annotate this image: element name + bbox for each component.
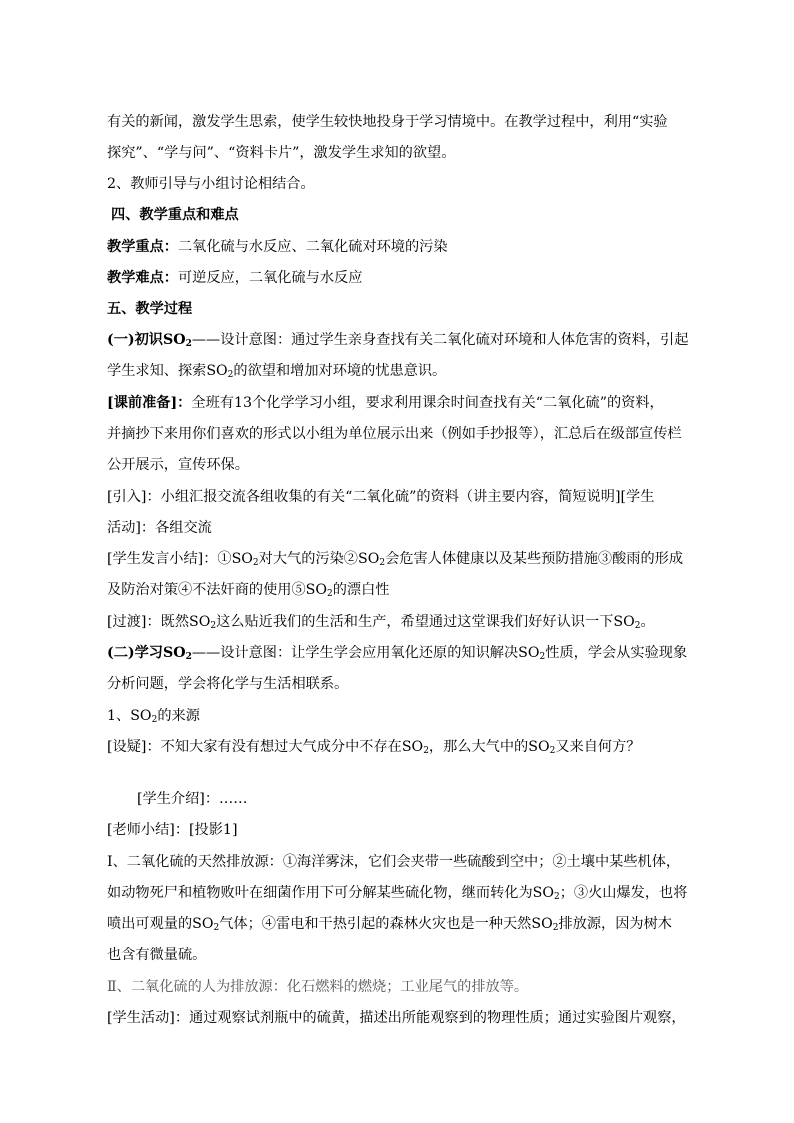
subscript: 2 [227, 370, 234, 380]
paragraph-line [107, 914, 672, 934]
paragraph-line [107, 706, 200, 726]
paragraph-line [107, 852, 680, 872]
paragraph-line [107, 487, 654, 507]
text: [过渡]：既然SO [107, 614, 211, 630]
text: 气体；④雷电和干热引起的森林火灾也是一种天然SO [219, 916, 553, 932]
text: [老师小结]：[投影1] [107, 822, 238, 838]
subscript: 2 [213, 923, 220, 933]
label: [课前准备]： [107, 395, 192, 411]
subscript: 2 [210, 621, 217, 631]
text: I、二氧化硫的天然排放源：①海洋雾沫，它们会夹带一些硫酸到空中；②土壤中某些机体， [107, 854, 681, 870]
paragraph-line [107, 455, 249, 475]
paragraph-line [107, 237, 448, 257]
subscript: 2 [553, 892, 560, 902]
text: [学生活动]：通过观察试剂瓶中的硫黄，描述出所能观察到的物理性质；通过实验图片观察， [107, 1010, 686, 1026]
section-heading [111, 205, 239, 225]
subscript: 2 [252, 558, 259, 568]
subscript: 2 [326, 589, 333, 599]
paragraph-line [107, 361, 446, 381]
text: 分析问题，学会将化学与生活相联系。 [107, 676, 349, 692]
text: 这么贴近我们的生活和生产，希望通过这堂课我们好好认识一下SO [216, 614, 635, 630]
subscript: 2 [185, 652, 192, 662]
paragraph-line [107, 945, 206, 965]
heading-text: 四、教学重点和难点 [111, 207, 239, 223]
subscript: 2 [539, 652, 546, 662]
paragraph-line [107, 612, 655, 632]
paragraph-line [107, 143, 455, 163]
paragraph-line [107, 737, 640, 757]
text: 如动物死尸和植物败叶在细菌作用下可分解某些硫化物，继而转化为SO [107, 885, 554, 901]
text: 喷出可观量的SO [107, 916, 214, 932]
text: [学生发言小结]：①SO [107, 551, 253, 567]
text: 二氧化硫与水反应、二氧化硫对环境的污染 [177, 239, 448, 255]
section-heading [107, 299, 192, 319]
subscript: 2 [423, 746, 429, 756]
paragraph-line [107, 820, 237, 840]
text: 公开展示，宣传环保。 [107, 457, 249, 473]
text: 的欲望和增加对环境的忧患意识。 [233, 363, 447, 379]
paragraph-line [107, 549, 683, 569]
label: (一)初识SO [107, 332, 186, 348]
paragraph-line [107, 643, 687, 663]
paragraph-line [107, 424, 682, 444]
text: 2、教师引导与小组讨论相结合。 [107, 176, 315, 192]
paragraph-line [107, 112, 668, 132]
text: 1、SO [107, 708, 152, 724]
paragraph-line [107, 883, 687, 903]
subscript: 2 [151, 715, 158, 725]
text: 会危害人体健康以及某些预防措施③酸雨的形成 [385, 551, 684, 567]
text: 活动]：各组交流 [107, 520, 212, 536]
paragraph-line [107, 674, 348, 694]
text: [设疑]：不知大家有没有想过大气成分中不存在SO [107, 739, 424, 755]
paragraph-line [107, 1008, 686, 1028]
paragraph-line [107, 977, 528, 997]
text: ——设计意图：通过学生亲身查找有关二氧化硫对环境和人体危害的资料，引起 [191, 332, 689, 348]
text: ——设计意图：让学生学会应用氧化还原的知识解决SO [191, 645, 540, 661]
paragraph-line [137, 789, 247, 809]
text: 的漂白性 [332, 582, 390, 598]
text: 有关的新闻，激发学生思索，使学生较快地投身于学习情境中。在教学过程中，利用“实验 [107, 114, 668, 130]
heading-text: 五、教学过程 [107, 301, 193, 317]
text: 及防治对策④不法奸商的使用⑤SO [107, 582, 327, 598]
text: 对大气的污染②SO [258, 551, 380, 567]
text: 可逆反应，二氧化硫与水反应 [177, 270, 363, 286]
text: Ⅱ、二氧化硫的人为排放源：化石燃料的燃烧；工业尾气的排放等。 [107, 979, 529, 995]
text: [学生介绍]：…… [137, 791, 248, 807]
paragraph-line [107, 393, 664, 413]
subscript: 2 [549, 746, 556, 756]
paragraph-line [107, 518, 212, 538]
subscript: 2 [185, 339, 192, 349]
text: 全班有13个化学学习小组，要求利用课余时间查找有关“二氧化硫”的资料， [191, 395, 664, 411]
text: 也含有微量硫。 [107, 947, 207, 963]
label: 教学难点： [107, 270, 178, 286]
label: 教学重点： [107, 239, 178, 255]
text: 性质，学会从实验现象 [545, 645, 688, 661]
paragraph-line [107, 268, 362, 288]
subscript: 2 [552, 923, 559, 933]
text: 学生求知、探索SO [107, 363, 228, 379]
text: [引入]：小组汇报交流各组收集的有关“二氧化硫”的资料（讲主要内容，简短说明][学生 [107, 489, 655, 505]
text: 探究”、“学与问”、“资料卡片”，激发学生求知的欲望。 [107, 145, 456, 161]
text: 又来自何方？ [555, 739, 641, 755]
text: 并摘抄下来用你们喜欢的形式以小组为单位展示出来（例如手抄报等），汇总后在级部宣传栏 [107, 426, 682, 442]
subscript: 2 [634, 621, 641, 631]
text: ，那么大气中的SO [428, 739, 550, 755]
subscript: 2 [379, 558, 386, 568]
paragraph-line [107, 174, 315, 194]
paragraph-line [107, 330, 688, 350]
paragraph-line [107, 580, 389, 600]
text: 。 [640, 614, 655, 630]
label: (二)学习SO [107, 645, 186, 661]
text: 排放源，因为树木 [558, 916, 672, 932]
text: ；③火山爆发，也将 [559, 885, 688, 901]
text: 的来源 [157, 708, 200, 724]
